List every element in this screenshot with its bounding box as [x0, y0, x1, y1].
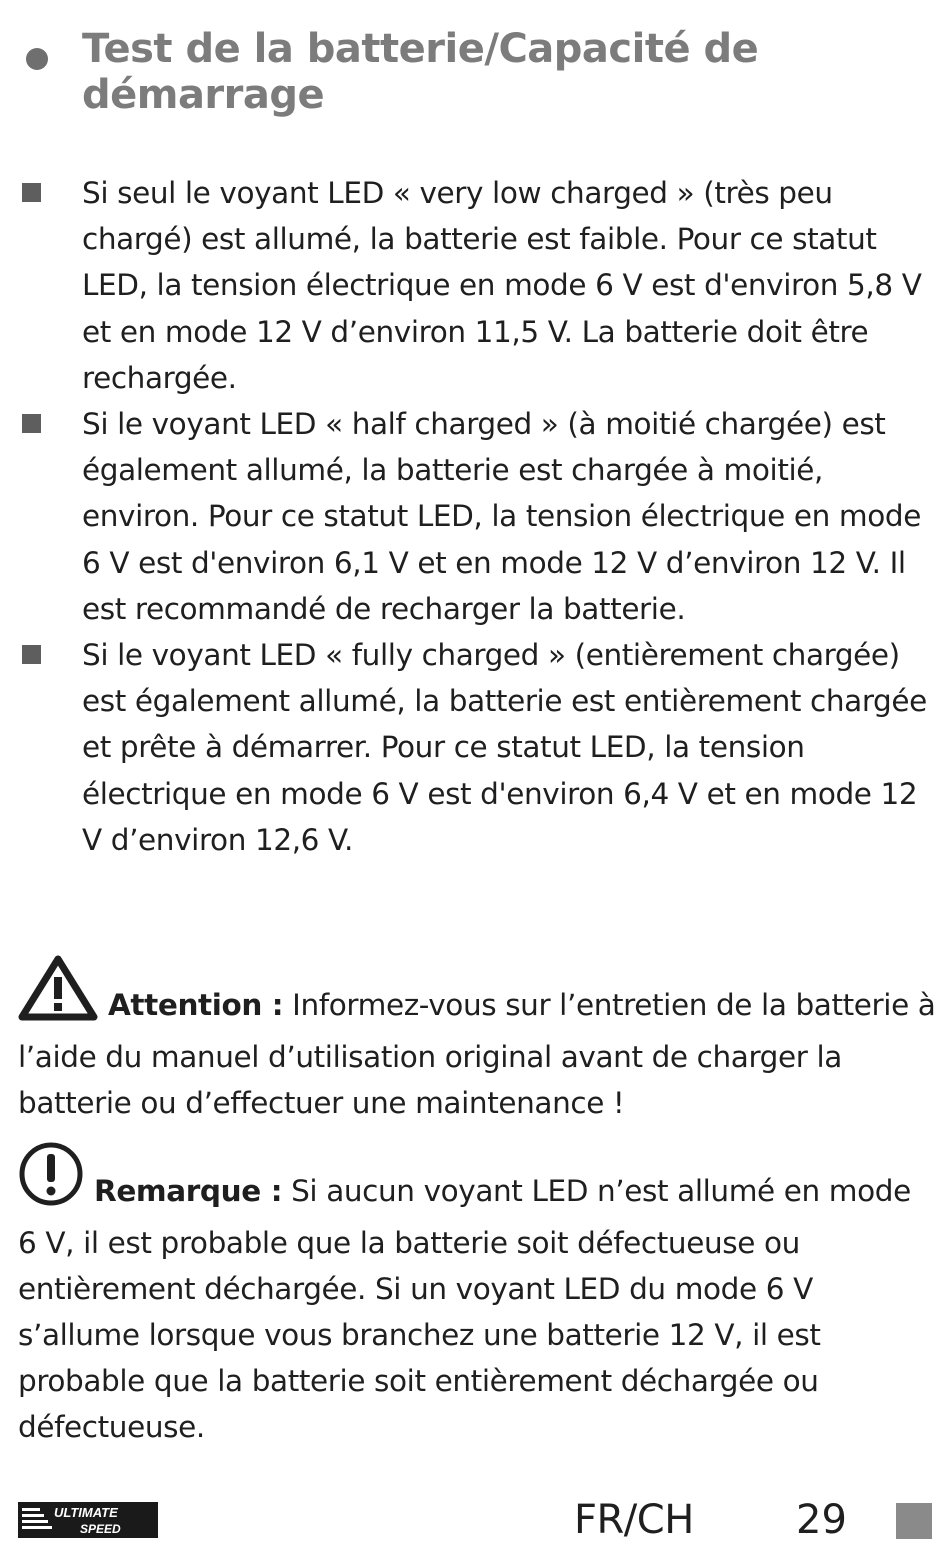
page-marker-square: [896, 1503, 932, 1539]
page-footer: [0, 1490, 950, 1554]
logo-line-1: ULTIMATE: [54, 1505, 118, 1520]
list-item: [18, 401, 938, 632]
exclamation-circle-icon: [18, 1141, 84, 1220]
brand-logo: [18, 1502, 158, 1538]
attention-text: Informez-vous sur l’entretien de la batterie à l’aide du manuel d’utilisation original avant de charger la batterie ou d’effectuer une maintenance !: [18, 988, 936, 1120]
attention-note: [18, 955, 938, 1126]
square-bullet-icon: [22, 645, 41, 664]
list-item: [18, 170, 938, 401]
attention-label: Attention :: [108, 988, 284, 1022]
language-code: FR/CH: [574, 1497, 694, 1543]
bullet-list: [18, 170, 938, 863]
section-heading: [18, 26, 938, 118]
list-item: [18, 632, 938, 863]
square-bullet-icon: [22, 414, 41, 433]
list-item-text: Si le voyant LED « half charged » (à moitié chargée) est également allumé, la batterie est chargée à moitié, environ. Pour ce statut LED, la tension électrique en mode 6 V est d'environ 6,1 V et en mode 12 V d’environ 12 V. Il est recommandé de recharger la batterie.: [82, 407, 921, 626]
warning-triangle-icon: [18, 955, 98, 1034]
logo-line-2: SPEED: [80, 1522, 121, 1536]
list-item-text: Si seul le voyant LED « very low charged » (très peu chargé) est allumé, la batterie est faible. Pour ce statut LED, la tension électrique en mode 6 V est d'environ 5,8 V et en mode 12 V d’environ 11,5 V. La batterie doit être rechargée.: [82, 176, 922, 395]
remark-text: Si aucun voyant LED n’est allumé en mode 6 V, il est probable que la batterie soit défectueuse ou entièrement déchargée. Si un voyant LED du mode 6 V s’allume lorsque vous branchez une batterie 12 V, il est probable que la batterie soit entièrement déchargée ou défectueuse.: [18, 1174, 911, 1444]
section-title: Test de la batterie/Capacité de démarrage: [82, 26, 759, 118]
page-number: 29: [796, 1497, 847, 1543]
list-item-text: Si le voyant LED « fully charged » (entièrement chargée) est également allumé, la batterie est entièrement chargée et prête à démarrer. Pour ce statut LED, la tension électrique en mode 6 V est d'environ 6,4 V et en mode 12 V d’environ 12,6 V.: [82, 638, 927, 857]
heading-bullet-icon: [26, 48, 48, 70]
square-bullet-icon: [22, 183, 41, 202]
remark-note: [18, 1141, 938, 1450]
remark-label: Remarque :: [94, 1174, 283, 1208]
